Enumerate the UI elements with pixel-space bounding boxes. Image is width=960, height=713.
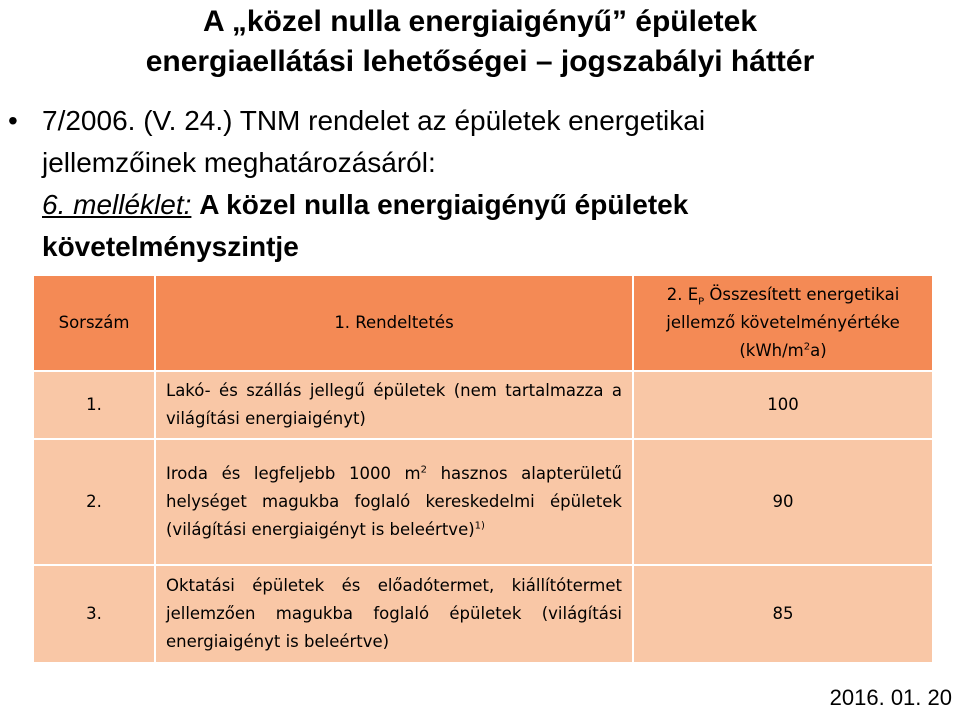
row-description-part-2: hasznos alapterületű helységet magukba foglaló kereskedelmi épületek (világítási energiaigényt is beleértve): [166, 464, 622, 539]
table-row: [33, 371, 933, 439]
table-header-row: [33, 275, 933, 371]
annex-label: 6. melléklet:: [42, 189, 192, 220]
row-value: 100: [633, 371, 933, 439]
table-row: [33, 565, 933, 663]
header-requirement-text: Összesített energetikai jellemző követelményértéke (kWh/m: [666, 285, 900, 360]
annex-title-continued: követelményszintje: [42, 231, 299, 262]
requirements-table: [32, 274, 934, 664]
slide-title-line-2: energiaellátási lehetőségei – jogszabályi háttér: [145, 45, 815, 78]
row-description: [155, 439, 633, 565]
row-description: Lakó- és szállás jellegű épületek (nem tartalmazza a világítási energiaigényt): [155, 371, 633, 439]
bullet-text-line-1: 7/2006. (V. 24.) TNM rendelet az épületek energetikai: [42, 105, 706, 136]
row-description-note: 1): [474, 520, 485, 532]
header-sorszam: Sorszám: [33, 275, 155, 371]
slide-title-line-1: A „közel nulla energiaigényű” épületek: [202, 5, 758, 38]
row-value: 85: [633, 565, 933, 663]
table-row: [33, 439, 933, 565]
slide-date: 2016. 01. 20: [829, 685, 952, 710]
header-requirement-sub: P: [698, 296, 705, 308]
slide-title: [20, 2, 940, 82]
header-requirement-sup: 2: [803, 341, 811, 353]
row-description: Oktatási épületek és előadótermet, kiállítótermet jellemzően magukba foglaló épületek (világítási energiaigényt is beleértve): [155, 565, 633, 663]
row-description-part-1: Iroda és legfeljebb 1000 m: [166, 464, 421, 483]
header-rendeltetes: 1. Rendeltetés: [155, 275, 633, 371]
row-value: 90: [633, 439, 933, 565]
bullet-icon: •: [8, 105, 18, 136]
bullet-text-line-2: jellemzőinek meghatározásáról:: [42, 147, 436, 178]
header-requirement-suffix: a): [810, 341, 827, 360]
header-requirement-prefix: 2. E: [666, 285, 699, 304]
row-description-sup: 2: [420, 464, 427, 476]
row-number: 2.: [33, 439, 155, 565]
annex-line: [42, 184, 688, 226]
annex-title: A közel nulla energiaigényű épületek: [199, 189, 689, 220]
row-number: 3.: [33, 565, 155, 663]
row-number: 1.: [33, 371, 155, 439]
header-requirement: [633, 275, 933, 371]
